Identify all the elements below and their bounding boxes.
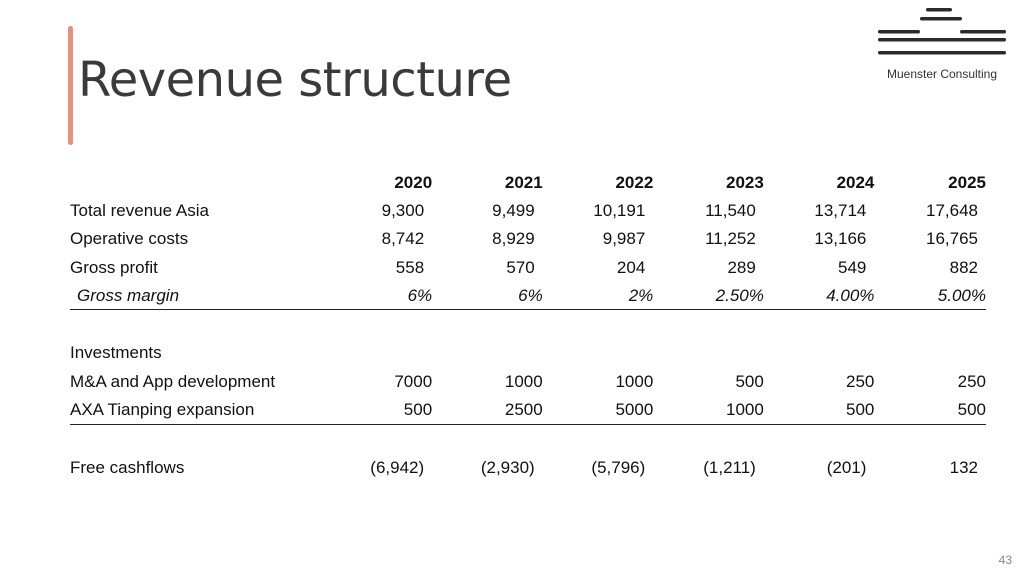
table-cell: 4.00% <box>764 281 875 310</box>
table-cell: 11,252 <box>705 229 756 249</box>
table-cell: 7000 <box>394 371 433 391</box>
table-cell: 8,929 <box>492 229 535 249</box>
table-cell: 500 <box>735 371 764 391</box>
table-cell: 500 <box>874 395 986 424</box>
year-header: 2020 <box>394 172 433 192</box>
table-cell: 882 <box>949 257 978 277</box>
table-row <box>70 367 986 395</box>
row-label: Investments <box>70 343 162 363</box>
table-cell: 13,714 <box>814 200 867 220</box>
financial-table <box>70 168 986 481</box>
table-cell: 289 <box>727 257 756 277</box>
table-cell: 1000 <box>504 371 543 391</box>
row-label: Total revenue Asia <box>70 200 209 220</box>
table-cell: 1000 <box>653 395 764 424</box>
year-header: 2022 <box>615 172 654 192</box>
table-cell: 6% <box>366 281 432 310</box>
spacer-row <box>70 424 986 453</box>
table-cell: 5000 <box>543 395 654 424</box>
table-cell: 10,191 <box>593 200 646 220</box>
table-cell: 558 <box>395 257 425 277</box>
table-cell: (5,796) <box>591 457 646 477</box>
table-cell: 17,648 <box>926 200 978 220</box>
spacer-row <box>70 310 986 339</box>
table-row <box>70 339 986 367</box>
logo-text: Muenster Consulting <box>886 67 998 81</box>
year-header: 2021 <box>504 172 543 192</box>
table-cell: 6% <box>432 281 543 310</box>
page-number: 43 <box>998 553 1012 567</box>
table-cell: 132 <box>949 457 978 477</box>
table-cell: 9,300 <box>381 200 425 220</box>
table-cell: 250 <box>957 371 986 391</box>
table-row <box>70 395 986 424</box>
year-header: 2025 <box>948 172 986 192</box>
row-label: M&A and App development <box>70 371 276 391</box>
row-label: Free cashflows <box>70 457 185 477</box>
table-cell: 549 <box>838 257 867 277</box>
table-header-row <box>70 168 986 196</box>
table-row <box>70 453 986 481</box>
row-label: Operative costs <box>70 229 189 249</box>
table-row <box>70 196 986 224</box>
table-cell: 5.00% <box>874 281 986 310</box>
table-row <box>70 225 986 253</box>
table-cell: 9,987 <box>602 229 646 249</box>
table-cell: (6,942) <box>370 457 425 477</box>
table-row <box>70 281 986 310</box>
table-cell: (201) <box>826 457 867 477</box>
table-cell: 570 <box>506 257 535 277</box>
table-cell: (1,211) <box>703 457 756 477</box>
table-cell: 1000 <box>615 371 654 391</box>
table-cell: 250 <box>846 371 875 391</box>
table-cell: 500 <box>764 395 875 424</box>
row-label: AXA Tianping expansion <box>70 395 366 424</box>
slide-title: Revenue structure <box>78 52 512 108</box>
table-cell: 500 <box>366 395 432 424</box>
table-cell: 9,499 <box>492 200 535 220</box>
table-cell: 16,765 <box>926 229 978 249</box>
table-cell: 8,742 <box>381 229 425 249</box>
row-label: Gross margin <box>70 281 366 310</box>
table-cell: 2% <box>543 281 654 310</box>
table-cell: 2500 <box>432 395 543 424</box>
table-cell: 2.50% <box>653 281 764 310</box>
accent-bar <box>68 26 73 145</box>
year-header: 2024 <box>836 172 875 192</box>
row-label: Gross profit <box>70 257 158 277</box>
year-header: 2023 <box>726 172 764 192</box>
table-cell: (2,930) <box>480 457 535 477</box>
table-cell: 204 <box>616 257 646 277</box>
table-cell: 11,540 <box>705 200 756 220</box>
table-row <box>70 253 986 281</box>
table-cell: 13,166 <box>814 229 867 249</box>
